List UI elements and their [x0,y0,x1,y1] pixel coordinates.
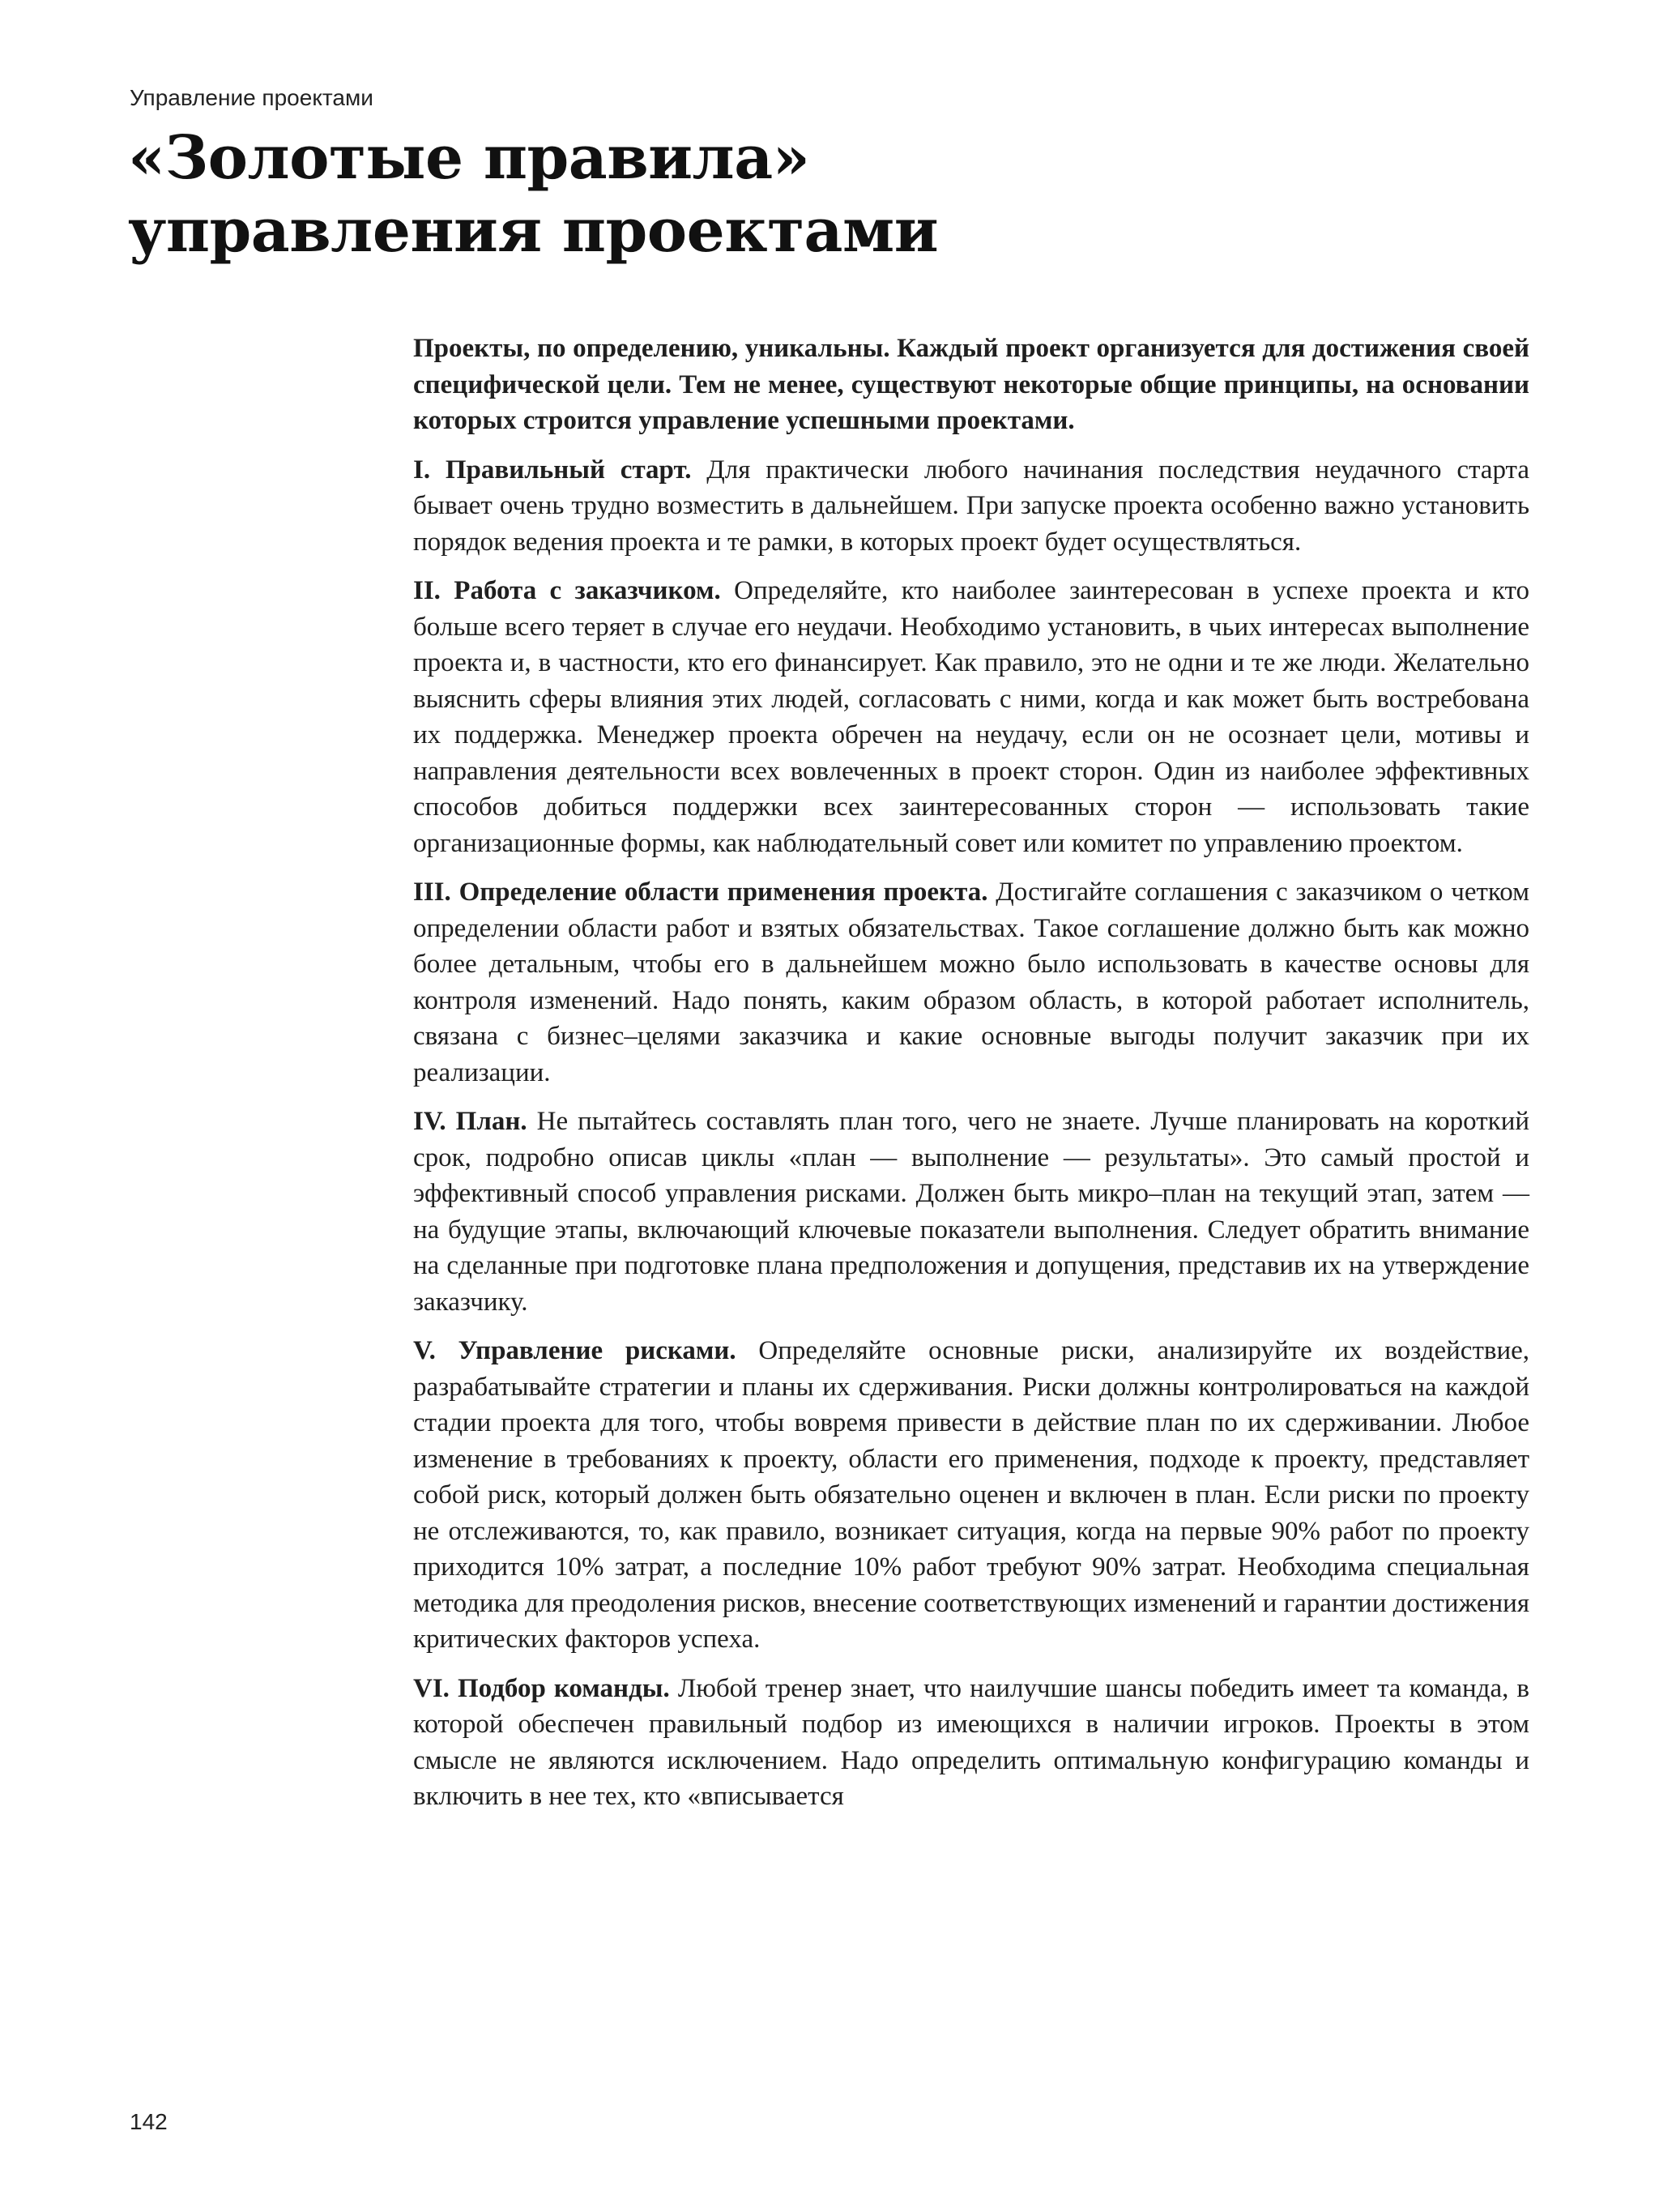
section-text: Достигайте соглашения с заказчиком о четком определении области работ и взятых обязательствах. Такое соглашение должно быть как можно более детальным, чтобы его в дальнейшем можно было использовать в качестве основы для контроля изменений. Надо понять, каким образом область, в которой работает исполнитель, связана с бизнес–целями заказчика и какие основные выгоды получит заказчик при их реализации. [413,878,1529,1087]
section-heading: V. Управление рисками. [413,1336,736,1365]
section-paragraph [413,874,1529,1091]
section-paragraph [413,452,1529,561]
section-paragraph [413,573,1529,861]
section-heading: I. Правильный старт. [413,455,692,485]
section-text: Определяйте, кто наиболее заинтересован в успехе проекта и кто больше всего теряет в случае его неудачи. Необходимо установить, в чьих интересах выполнение проекта и, в частности, кто его финансирует. Как правило, это не одни и те же люди. Желательно выяснить сферы влияния этих людей, согласовать с ними, когда и как может быть востребована их поддержка. Менеджер проекта обречен на неудачу, если он не осознает цели, мотивы и направления деятельности всех вовлеченных в проект сторон. Один из наиболее эффективных способов добиться поддержки всех заинтересованных сторон — использовать такие организационные формы, как наблюдательный совет или комитет по управлению проектом. [413,576,1529,858]
section-heading: II. Работа с заказчиком. [413,576,721,605]
page-title-line-1: «Золотые правила» [128,123,810,193]
section-heading: IV. План. [413,1107,527,1136]
lead-paragraph: Проекты, по определению, уникальны. Каждый проект организуется для достижения своей специфической цели. Тем не менее, существуют некоторые общие принципы, на основании которых строится управление успешными проектами. [413,334,1529,435]
page-title [128,122,938,267]
page-number: 142 [130,2109,168,2134]
section-text: Любой тренер знает, что наилучшие шансы победить имеет та команда, в которой обеспечен правильный подбор из имеющихся в наличии игроков. Проекты в этом смысле не являются исключением. Надо определить оптимальную конфигурацию команды и включить в нее тех, кто «вписывается [413,1673,1529,1811]
section-paragraph [413,1671,1529,1815]
section-text: Для практически любого начинания последствия неудачного старта бывает очень трудно возместить в дальнейшем. При запуске проекта особенно важно установить порядок ведения проекта и те рамки, в которых проект будет осуществляться. [413,455,1529,557]
section-paragraph [413,1333,1529,1658]
section-text: Не пытайтесь составлять план того, чего не знаете. Лучше планировать на короткий срок, подробно описав циклы «план — выполнение — результаты». Это самый простой и эффективный способ управления рисками. Должен быть микро–план на текущий этап, затем — на будущие этапы, включающий ключевые показатели выполнения. Следует обратить внимание на сделанные при подготовке плана предположения и допущения, представив их на утверждение заказчику. [413,1107,1530,1317]
section-text: Определяйте основные риски, анализируйте их воздействие, разрабатывайте стратегии и планы их сдерживания. Риски должны контролироваться на каждой стадии проекта для того, чтобы вовремя привести в действие план по их сдерживании. Любое изменение в требованиях к проекту, области его применения, подходе к проекту, представляет собой риск, который должен быть обязательно оценен и включен в план. Если риски по проекту не отслеживаются, то, как правило, возникает ситуация, когда на первые 90% работ по проекту приходится 10% затрат, а последние 10% работ требуют 90% затрат. Необходима специальная методика для преодоления рисков, внесение соответствующих изменений и гарантии достижения критических факторов успеха. [413,1336,1530,1654]
body-text [413,331,1529,1828]
page-title-line-2: управления проектами [128,196,939,266]
section-paragraph [413,1104,1529,1320]
section-heading: VI. Подбор команды. [413,1673,670,1703]
running-head: Управление проектами [130,85,373,110]
section-heading: III. Определение области применения проекта. [413,878,988,907]
